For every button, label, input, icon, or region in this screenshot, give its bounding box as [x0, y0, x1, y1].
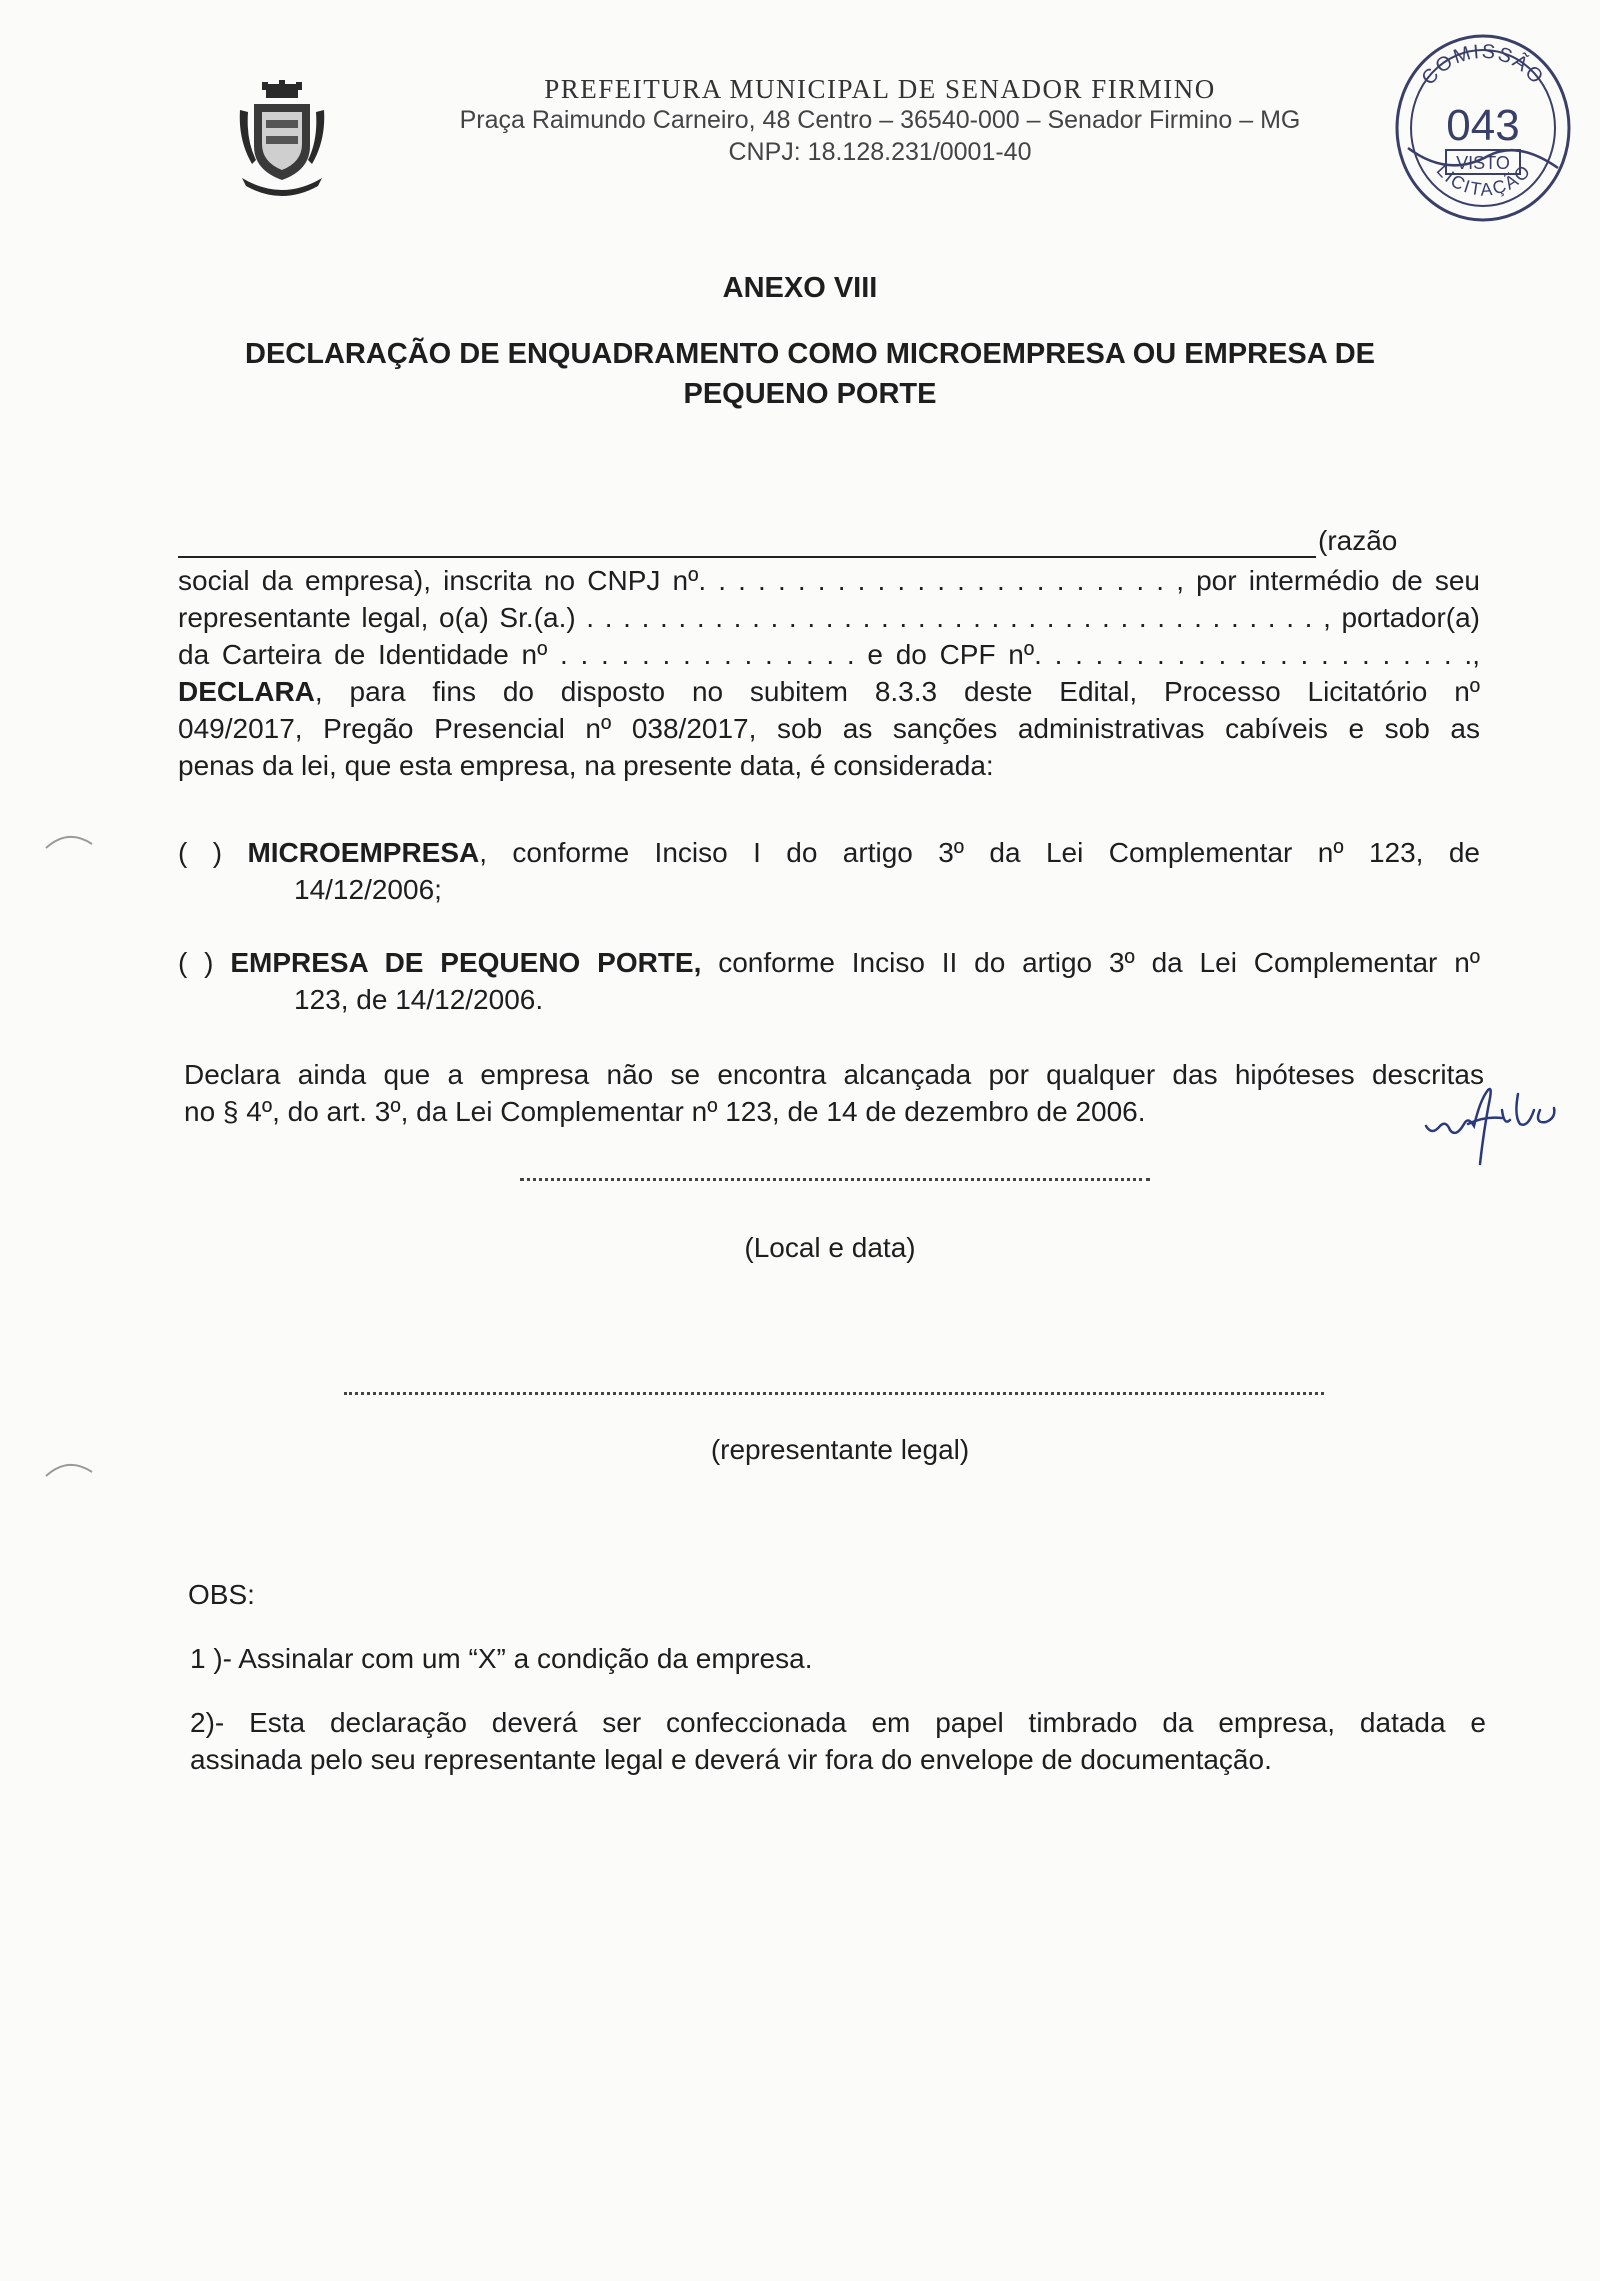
additional-declaration	[184, 1056, 1484, 1130]
option-microempresa-label: MICROEMPRESA	[247, 837, 480, 868]
option-microempresa-rest: , conforme Inciso I do artigo 3º da Lei Complementar nº 123, de	[479, 837, 1480, 868]
commission-stamp	[1388, 28, 1578, 228]
option-epp-rest: conforme Inciso II do artigo 3º da Lei Complementar nº	[701, 947, 1480, 978]
local-date-line[interactable]	[520, 1178, 1150, 1181]
company-name-line[interactable]	[178, 556, 1316, 558]
option-microempresa-line	[178, 834, 1480, 871]
stamp-number: 043	[1446, 101, 1520, 150]
declaration-title	[200, 334, 1420, 414]
local-date-label: (Local e data)	[744, 1232, 916, 1263]
additional-line-1: Declara ainda que a empresa não se encontra alcançada por qualquer das hipóteses descritas	[184, 1059, 1484, 1090]
option-epp-cont: 123, de 14/12/2006.	[294, 984, 544, 1015]
declaration-title-line1: DECLARAÇÃO DE ENQUADRAMENTO COMO MICROEMPRESA OU EMPRESA DE	[245, 338, 1375, 370]
body-line-6: penas da lei, que esta empresa, na presente data, é considerada:	[178, 750, 994, 781]
body-line-3: da Carteira de Identidade nº . . . . . . . . . . . . . . . e do CPF nº. . . . . . . . . . . . . . . . . . . . . .,	[178, 639, 1480, 670]
representative-signature-line[interactable]	[344, 1392, 1324, 1395]
obs-item-2	[190, 1704, 1486, 1778]
obs-item-2-line-1: 2)- Esta declaração deverá ser confeccionada em papel timbrado da empresa, datada e	[190, 1707, 1486, 1738]
punch-hole-mark	[40, 1452, 100, 1492]
body-line-4	[178, 673, 1480, 710]
additional-line-2: no § 4º, do art. 3º, da Lei Complementar nº 123, de 14 de dezembro de 2006.	[184, 1096, 1146, 1127]
stamp-top-text: COMISSÃO	[1417, 40, 1549, 90]
punch-hole-mark	[40, 826, 100, 866]
body-line-2: representante legal, o(a) Sr.(a.) . . . . . . . . . . . . . . . . . . . . . . . . . . . . . . . . . . . . . . . . , portador(a)	[178, 602, 1480, 633]
body-line-5: 049/2017, Pregão Presencial nº 038/2017, sob as sanções administrativas cabíveis e sob as	[178, 713, 1480, 744]
annex-title: ANEXO VIII	[722, 272, 878, 304]
representative-label: (representante legal)	[710, 1434, 970, 1465]
stamp-visto: VISTO	[1456, 153, 1510, 173]
header-address: Praça Raimundo Carneiro, 48 Centro – 36540-000 – Senador Firmino – MG	[459, 106, 1301, 134]
declaration-body	[178, 562, 1480, 784]
handwritten-signature	[1418, 1080, 1568, 1190]
option-microempresa	[178, 834, 1480, 908]
option-epp-line	[178, 944, 1480, 981]
razao-label: (razão	[1318, 525, 1398, 556]
option-epp	[178, 944, 1480, 1018]
option-epp-checkbox[interactable]: ( )	[178, 947, 214, 978]
header-title: PREFEITURA MUNICIPAL DE SENADOR FIRMINO	[544, 74, 1216, 104]
declaration-title-line2: PEQUENO PORTE	[683, 378, 937, 410]
stamp-bottom-text: LICITAÇÃO	[1432, 160, 1536, 200]
obs-item-2-line-2: assinada pelo seu representante legal e deverá vir fora do envelope de documentação.	[190, 1744, 1272, 1775]
svg-text:COMISSÃO	[1417, 41, 1548, 90]
header-cnpj: CNPJ: 18.128.231/0001-40	[728, 138, 1032, 166]
declara-word: DECLARA	[178, 676, 315, 707]
body-line-4-rest: , para fins do disposto no subitem 8.3.3 deste Edital, Processo Licitatório nº	[314, 676, 1480, 707]
option-microempresa-cont: 14/12/2006;	[294, 874, 442, 905]
body-line-1: social da empresa), inscrita no CNPJ nº. . . . . . . . . . . . . . . . . . . . . . . . , por intermédio de seu	[178, 565, 1480, 596]
obs-item-1: 1 )- Assinalar com um “X” a condição da empresa.	[190, 1643, 813, 1674]
option-epp-label: EMPRESA DE PEQUENO PORTE,	[230, 947, 702, 978]
option-microempresa-checkbox[interactable]: ( )	[178, 837, 223, 868]
obs-label: OBS:	[188, 1579, 255, 1610]
